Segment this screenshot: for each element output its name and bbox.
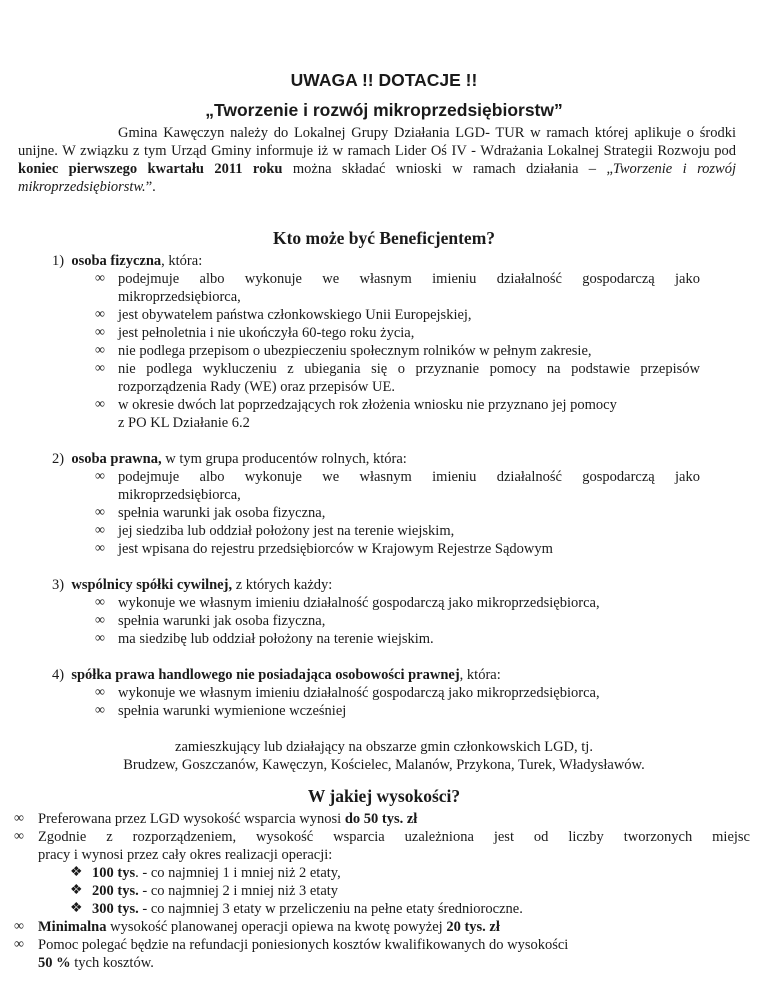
infinity-bullet-icon: ∞	[95, 541, 105, 556]
list-item: w okresie dwóch lat poprzedzających rok złożenia wniosku nie przyznano jej pomocy	[118, 397, 617, 413]
amount-heading: W jakiej wysokości?	[307, 786, 461, 806]
list-item-cont: mikroprzedsiębiorca,	[118, 487, 241, 503]
amount-item: Zgodnie z rozporządzeniem, wysokość wsparcia uzależniona jest od liczby tworzonych miejsc	[38, 829, 750, 845]
list-item: wykonuje we własnym imieniu działalność gospodarczą jako mikroprzedsiębiorca,	[118, 595, 600, 611]
infinity-bullet-icon: ∞	[95, 523, 105, 538]
list-item: podejmuje albo wykonuje we własnym imieniu działalność gospodarczą jako	[118, 469, 700, 485]
infinity-bullet-icon: ∞	[95, 271, 105, 286]
list-item: spełnia warunki jak osoba fizyczna,	[118, 505, 326, 521]
infinity-bullet-icon: ∞	[95, 631, 105, 646]
infinity-bullet-icon: ∞	[95, 325, 105, 340]
tier-item: 100 tys. - co najmniej 1 i mniej niż 2 etaty,	[92, 865, 341, 881]
amount-item-cont: 50 % tych kosztów.	[38, 955, 154, 971]
list-item: spełnia warunki wymienione wcześniej	[118, 703, 347, 719]
infinity-bullet-icon: ∞	[95, 361, 105, 376]
list-item: podejmuje albo wykonuje we własnym imieniu działalność gospodarczą jako	[118, 271, 700, 287]
infinity-bullet-icon: ∞	[14, 919, 24, 934]
list-item: jest pełnoletnia i nie ukończyła 60-tego roku życia,	[118, 325, 415, 341]
infinity-bullet-icon: ∞	[95, 703, 105, 718]
diamond-bullet-icon: ❖	[70, 901, 83, 916]
infinity-bullet-icon: ∞	[14, 937, 24, 952]
page-title: UWAGA !! DOTACJE !!	[290, 70, 478, 90]
intro-paragraph: Gmina Kawęczyn należy do Lokalnej Grupy Działania LGD- TUR w ramach której aplikuje o środki unijne. W związku z tym Urząd Gminy informuje iż w ramach Lider Oś IV - Wdrażania Lokalnej Strategii Rozwoju pod koniec pierwszego kwartału 2011 roku można składać wnioski w ramach działania – „Tworzenie i rozwój mikroprzedsiębiorstw.”.	[18, 125, 737, 195]
infinity-bullet-icon: ∞	[14, 811, 24, 826]
beneficiary-heading: Kto może być Beneficjentem?	[272, 228, 496, 248]
list-item: nie podlega wykluczeniu z ubiegania się o przyznanie pomocy na podstawie przepisów	[118, 361, 700, 377]
residence-line: zamieszkujący lub działający na obszarze gmin członkowskich LGD, tj.	[175, 739, 593, 755]
infinity-bullet-icon: ∞	[95, 343, 105, 358]
infinity-bullet-icon: ∞	[95, 397, 105, 412]
amount-item: Preferowana przez LGD wysokość wsparcia wynosi do 50 tys. zł	[38, 811, 418, 827]
list-item-cont: rozporządzenia Rady (WE) oraz przepisów UE.	[118, 379, 395, 395]
section-4-header: 4) spółka prawa handlowego nie posiadająca osobowości prawnej, która:	[52, 667, 501, 683]
list-item: jej siedziba lub oddział położony jest na terenie wiejskim,	[118, 523, 455, 539]
infinity-bullet-icon: ∞	[95, 613, 105, 628]
list-item: ma siedzibę lub oddział położony na terenie wiejskim.	[118, 631, 434, 647]
list-item: wykonuje we własnym imieniu działalność gospodarczą jako mikroprzedsiębiorca,	[118, 685, 600, 701]
infinity-bullet-icon: ∞	[95, 307, 105, 322]
section-1-header: 1) osoba fizyczna, która:	[52, 253, 203, 269]
amount-item-cont: pracy i wynosi przez cały okres realizacji operacji:	[38, 847, 333, 863]
residence-municipalities: Brudzew, Goszczanów, Kawęczyn, Kościelec, Malanów, Przykona, Turek, Władysławów.	[123, 757, 645, 773]
infinity-bullet-icon: ∞	[95, 505, 105, 520]
section-3-header: 3) wspólnicy spółki cywilnej, z których każdy:	[52, 577, 333, 593]
diamond-bullet-icon: ❖	[70, 865, 83, 880]
infinity-bullet-icon: ∞	[14, 829, 24, 844]
list-item: jest wpisana do rejestru przedsiębiorców w Krajowym Rejestrze Sądowym	[118, 541, 553, 557]
infinity-bullet-icon: ∞	[95, 469, 105, 484]
list-item-cont: z PO KL Działanie 6.2	[118, 415, 250, 431]
diamond-bullet-icon: ❖	[70, 883, 83, 898]
page-subtitle: „Tworzenie i rozwój mikroprzedsiębiorstw”	[205, 100, 563, 120]
tier-item: 200 tys. - co najmniej 2 i mniej niż 3 etaty	[92, 883, 339, 899]
infinity-bullet-icon: ∞	[95, 685, 105, 700]
amount-item: Minimalna wysokość planowanej operacji opiewa na kwotę powyżej 20 tys. zł	[38, 919, 500, 935]
list-item: nie podlega przepisom o ubezpieczeniu społecznym rolników w pełnym zakresie,	[118, 343, 592, 359]
list-item-cont: mikroprzedsiębiorca,	[118, 289, 241, 305]
tier-item: 300 tys. - co najmniej 3 etaty w przeliczeniu na pełne etaty średnioroczne.	[92, 901, 523, 917]
amount-item: Pomoc polegać będzie na refundacji poniesionych kosztów kwalifikowanych do wysokości	[38, 937, 569, 953]
infinity-bullet-icon: ∞	[95, 595, 105, 610]
list-item: spełnia warunki jak osoba fizyczna,	[118, 613, 326, 629]
list-item: jest obywatelem państwa członkowskiego Unii Europejskiej,	[118, 307, 472, 323]
section-2-header: 2) osoba prawna, w tym grupa producentów rolnych, która:	[52, 451, 407, 467]
